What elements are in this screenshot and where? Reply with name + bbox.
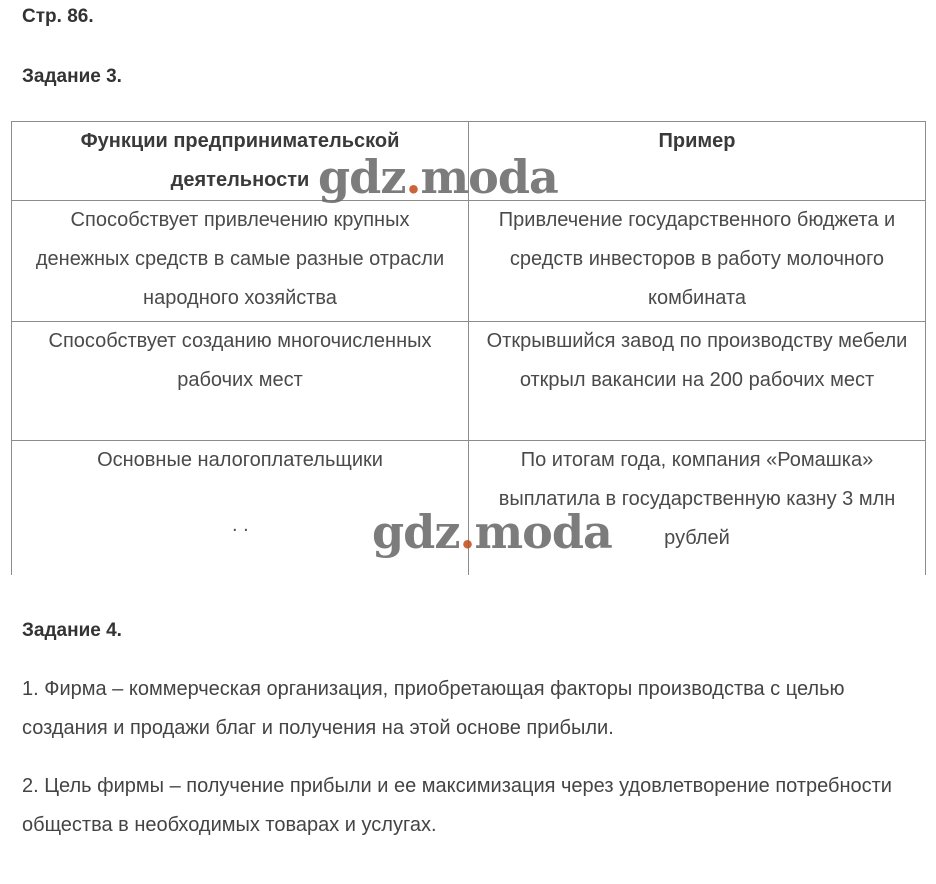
table-row — [12, 322, 926, 441]
watermark-left: gdz — [372, 505, 460, 559]
watermark-dot: . — [405, 150, 421, 204]
table-cell-example: Привлечение государственного бюджета и средств инвесторов в работу молочного комбината — [469, 201, 926, 322]
table-row — [12, 201, 926, 322]
watermark-dot: . — [459, 505, 475, 559]
watermark-logo — [372, 505, 612, 559]
task-3-heading: Задание 3. — [22, 66, 122, 87]
watermark-logo — [318, 150, 558, 204]
page-reference: Стр. 86. — [22, 6, 94, 27]
table-cell-function: Основные налогоплательщики — [12, 441, 469, 576]
table-cell-function: Способствует созданию многочисленных рабочих мест — [12, 322, 469, 441]
table-header-example: Пример — [469, 122, 926, 201]
table-header-functions: Функции предпринимательской деятельности — [12, 122, 469, 201]
task-4-heading: Задание 4. — [22, 620, 122, 641]
watermark-left: gdz — [318, 150, 406, 204]
table-cell-example: Открывшийся завод по производству мебели открыл вакансии на 200 рабочих мест — [469, 322, 926, 441]
table-cell-example: По итогам года, компания «Ромашка» выплатила в государственную казну 3 млн рублей — [469, 441, 926, 576]
stray-marks: . . — [232, 514, 249, 536]
watermark-right: moda — [420, 150, 558, 204]
task-4-paragraph-2: 2. Цель фирмы – получение прибыли и ее максимизация через удовлетворение потребности общества в необходимых товарах и услугах. — [22, 775, 892, 836]
task-4-paragraph-1: 1. Фирма – коммерческая организация, приобретающая факторы производства с целью создания и продажи благ и получения на этой основе прибыли. — [22, 678, 845, 739]
watermark-right: moda — [474, 505, 612, 559]
table-cell-function: Способствует привлечению крупных денежных средств в самые разные отрасли народного хозяйства — [12, 201, 469, 322]
